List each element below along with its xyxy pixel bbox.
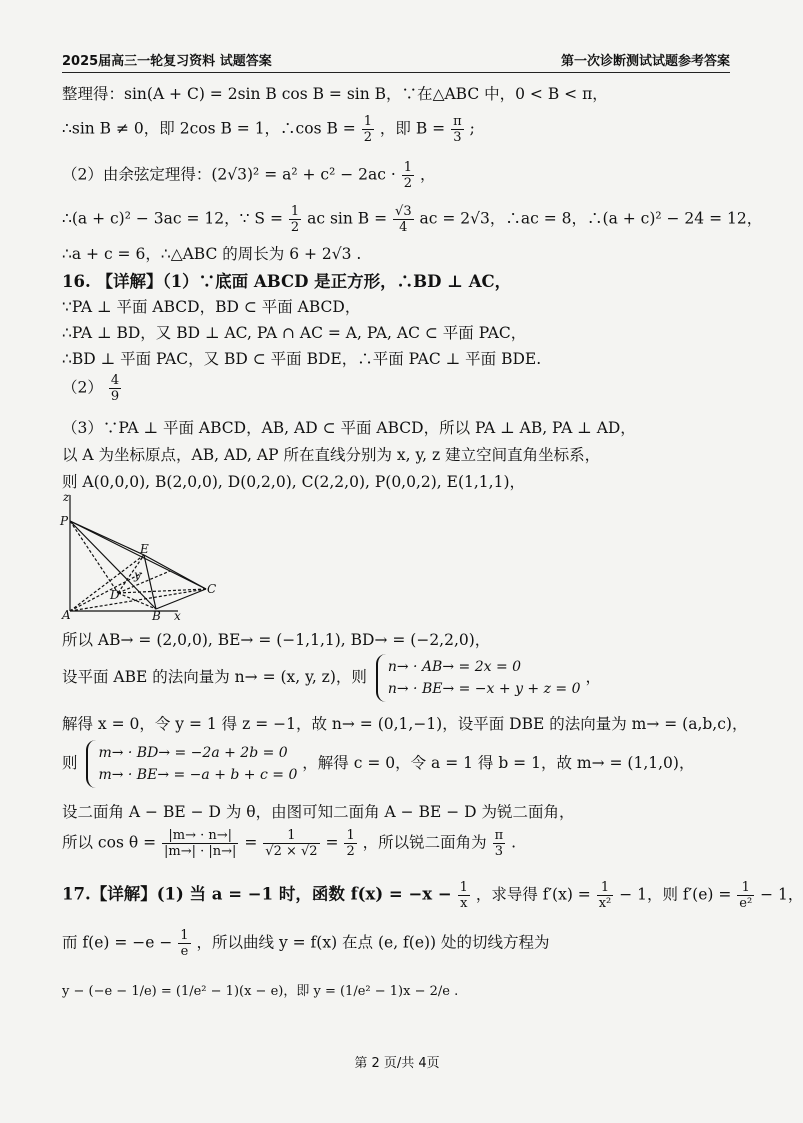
text-line xyxy=(62,242,361,264)
header-right: 第一次诊断测试试题参考答案 xyxy=(560,54,730,69)
edge-dc xyxy=(118,589,206,593)
fraction: $\frac{√3}{4}$ xyxy=(395,204,412,235)
text-line xyxy=(62,628,490,650)
text-segment: = xyxy=(325,833,339,852)
text-line xyxy=(62,712,747,734)
fraction: $\frac{1}{2}$ xyxy=(363,114,372,145)
text-line xyxy=(62,828,516,859)
page-header xyxy=(62,50,730,73)
label-c: C xyxy=(207,582,217,596)
fraction: $\frac{1}{e}$ xyxy=(180,928,189,959)
text-segment: ∴(a + c)² − 3ac = 12，∵ S = xyxy=(62,209,283,228)
equation: n→ · AB→ = 2x = 0 xyxy=(387,659,522,675)
fraction: $\frac{1}{2}$ xyxy=(403,160,412,191)
text-segment: 16. 【详解】（1）∵底面 ABCD 是正方形，∴BD ⊥ AC， xyxy=(62,272,512,291)
text-segment: （2）由余弦定理得：(2√3)² = a² + c² − 2ac · xyxy=(62,165,396,184)
text-line xyxy=(62,880,803,911)
text-segment: 所以 AB→ = (2,0,0), BE→ = (−1,1,1), BD→ = (−2,2,0)， xyxy=(62,631,491,649)
text-segment: ∵PA ⊥ 平面 ABCD，BD ⊂ 平面 ABCD， xyxy=(62,298,361,316)
text-line xyxy=(62,740,694,788)
equation-system xyxy=(376,654,581,702)
text-segment: 设二面角 A − BE − D 为 θ，由图可知二面角 A − BE − D 为锐二面角， xyxy=(62,803,575,821)
equation-system xyxy=(86,740,297,788)
fraction: $\frac{\pi}{3}$ xyxy=(453,114,462,145)
text-segment: 17.【详解】(1) 当 a = −1 时，函数 f(x) = −x − xyxy=(62,884,452,904)
text-segment: ，解得 c = 0，令 a = 1 得 b = 1，故 m→ = (1,1,0)， xyxy=(302,754,695,772)
text-segment: ∴a + c = 6，∴△ABC 的周长为 6 + 2√3 . xyxy=(62,245,362,263)
label-b: B xyxy=(152,609,161,623)
text-segment: = xyxy=(244,833,258,852)
fraction: $\frac{4}{9}$ xyxy=(110,373,120,404)
text-segment: ，所以锐二面角为 xyxy=(362,833,487,852)
text-segment: ∴BD ⊥ 平面 PAC，又 BD ⊂ 平面 BDE，∴平面 PAC ⊥ 平面 BDE. xyxy=(62,350,542,368)
text-line xyxy=(62,654,601,702)
text-segment: ∴sin B ≠ 0，即 2cos B = 1，∴cos B = xyxy=(62,119,356,138)
label-p: P xyxy=(60,514,69,528)
text-line xyxy=(62,347,541,369)
text-segment: 设平面 ABE 的法向量为 n→ = (x, y, z)，则 xyxy=(62,668,367,686)
label-e: E xyxy=(140,542,149,556)
text-segment: ac = 2√3，∴ac = 8，∴(a + c)² − 24 = 12， xyxy=(419,209,763,228)
text-segment: 以 A 为坐标原点，AB, AD, AP 所在直线分别为 x, y, z 建立空间直角坐标系， xyxy=(62,446,601,464)
text-line xyxy=(62,114,475,145)
fraction: $\frac{1}{\text{e²}}$ xyxy=(739,880,753,911)
pyramid-figure xyxy=(60,490,220,623)
text-segment: y − (−e − 1/e) = (1/e² − 1)(x − e)，即 y = (1/e² − 1)x − 2/e . xyxy=(62,984,459,999)
label-x: x xyxy=(174,609,181,623)
text-segment: 所以 cos θ = xyxy=(62,833,157,852)
text-line xyxy=(62,373,122,404)
fraction: $\frac{|m\to \cdot n\to|}{|m\to| \cdot |n\to|}$ xyxy=(164,828,237,859)
edge-ae xyxy=(70,555,144,611)
text-line xyxy=(62,321,526,343)
text-line xyxy=(62,204,762,235)
text-segment: 则 A(0,0,0), B(2,0,0), D(0,2,0), C(2,2,0), P(0,0,2), E(1,1,1)， xyxy=(62,473,526,491)
edge-ec xyxy=(144,555,206,589)
text-segment: 解得 x = 0，令 y = 1 得 z = −1，故 n→ = (0,1,−1)，设平面 DBE 的法向量为 m→ = (a,b,c)， xyxy=(62,715,748,733)
fraction: $\frac{1}{2}$ xyxy=(290,204,300,235)
text-segment: （3）∵PA ⊥ 平面 ABCD，AB, AD ⊂ 平面 ABCD，所以 PA ⊥ AB, PA ⊥ AD， xyxy=(62,419,636,437)
text-line xyxy=(62,980,458,999)
text-segment: 而 f(e) = −e − xyxy=(62,933,173,952)
fraction: $\frac{\pi}{3}$ xyxy=(494,828,504,859)
edge-db xyxy=(118,593,156,609)
text-line xyxy=(62,160,435,191)
label-y: y xyxy=(134,568,141,582)
text-segment: ∴PA ⊥ BD，又 BD ⊥ AC, PA ∩ AC = A, PA, AC ⊂ 平面 PAC， xyxy=(62,324,527,342)
text-segment: ，所以曲线 y = f(x) 在点 (e, f(e)) 处的切线方程为 xyxy=(196,933,550,952)
fraction: $\frac{1}{√2 \times √2}$ xyxy=(265,828,318,859)
text-line xyxy=(62,928,550,959)
text-line xyxy=(62,268,511,292)
label-a: A xyxy=(62,608,71,622)
text-segment: − 1， xyxy=(760,885,803,904)
text-line xyxy=(62,295,360,317)
header-left: 2025届高三一轮复习资料 试题答案 xyxy=(62,54,272,69)
fraction: $\frac{1}{2}$ xyxy=(346,828,355,859)
page-footer: 第 2 页/共 4页 xyxy=(354,1056,440,1071)
text-line xyxy=(62,443,600,465)
equation: m→ · BD→ = −2a + 2b = 0 xyxy=(98,745,288,761)
label-z: z xyxy=(63,490,70,504)
text-line xyxy=(62,800,575,822)
text-segment: （2） xyxy=(62,378,103,397)
text-segment: ， xyxy=(419,165,436,184)
edge-bc xyxy=(156,589,206,609)
text-segment: 整理得：sin(A + C) = 2sin B cos B = sin B，∵在△ABC 中，0 < B < π， xyxy=(62,85,608,103)
text-segment: − 1，则 f′(e) = xyxy=(619,885,732,904)
equation: m→ · BE→ = −a + b + c = 0 xyxy=(98,767,298,783)
text-segment: . xyxy=(511,833,517,852)
text-line xyxy=(62,82,608,104)
text-segment: 则 xyxy=(62,754,78,772)
equation: n→ · BE→ = −x + y + z = 0 xyxy=(387,681,581,697)
label-d: D xyxy=(110,588,120,602)
text-segment: ，求导得 f′(x) = xyxy=(475,885,591,904)
fraction: $\frac{1}{x}$ xyxy=(459,880,468,911)
text-line xyxy=(62,470,525,492)
text-segment: ; xyxy=(469,119,475,138)
text-line xyxy=(62,416,636,438)
fraction: $\frac{1}{\text{x²}}$ xyxy=(598,880,612,911)
text-segment: ，即 B = xyxy=(379,119,446,138)
text-segment: ac sin B = xyxy=(307,209,388,228)
text-segment: ， xyxy=(585,668,601,686)
